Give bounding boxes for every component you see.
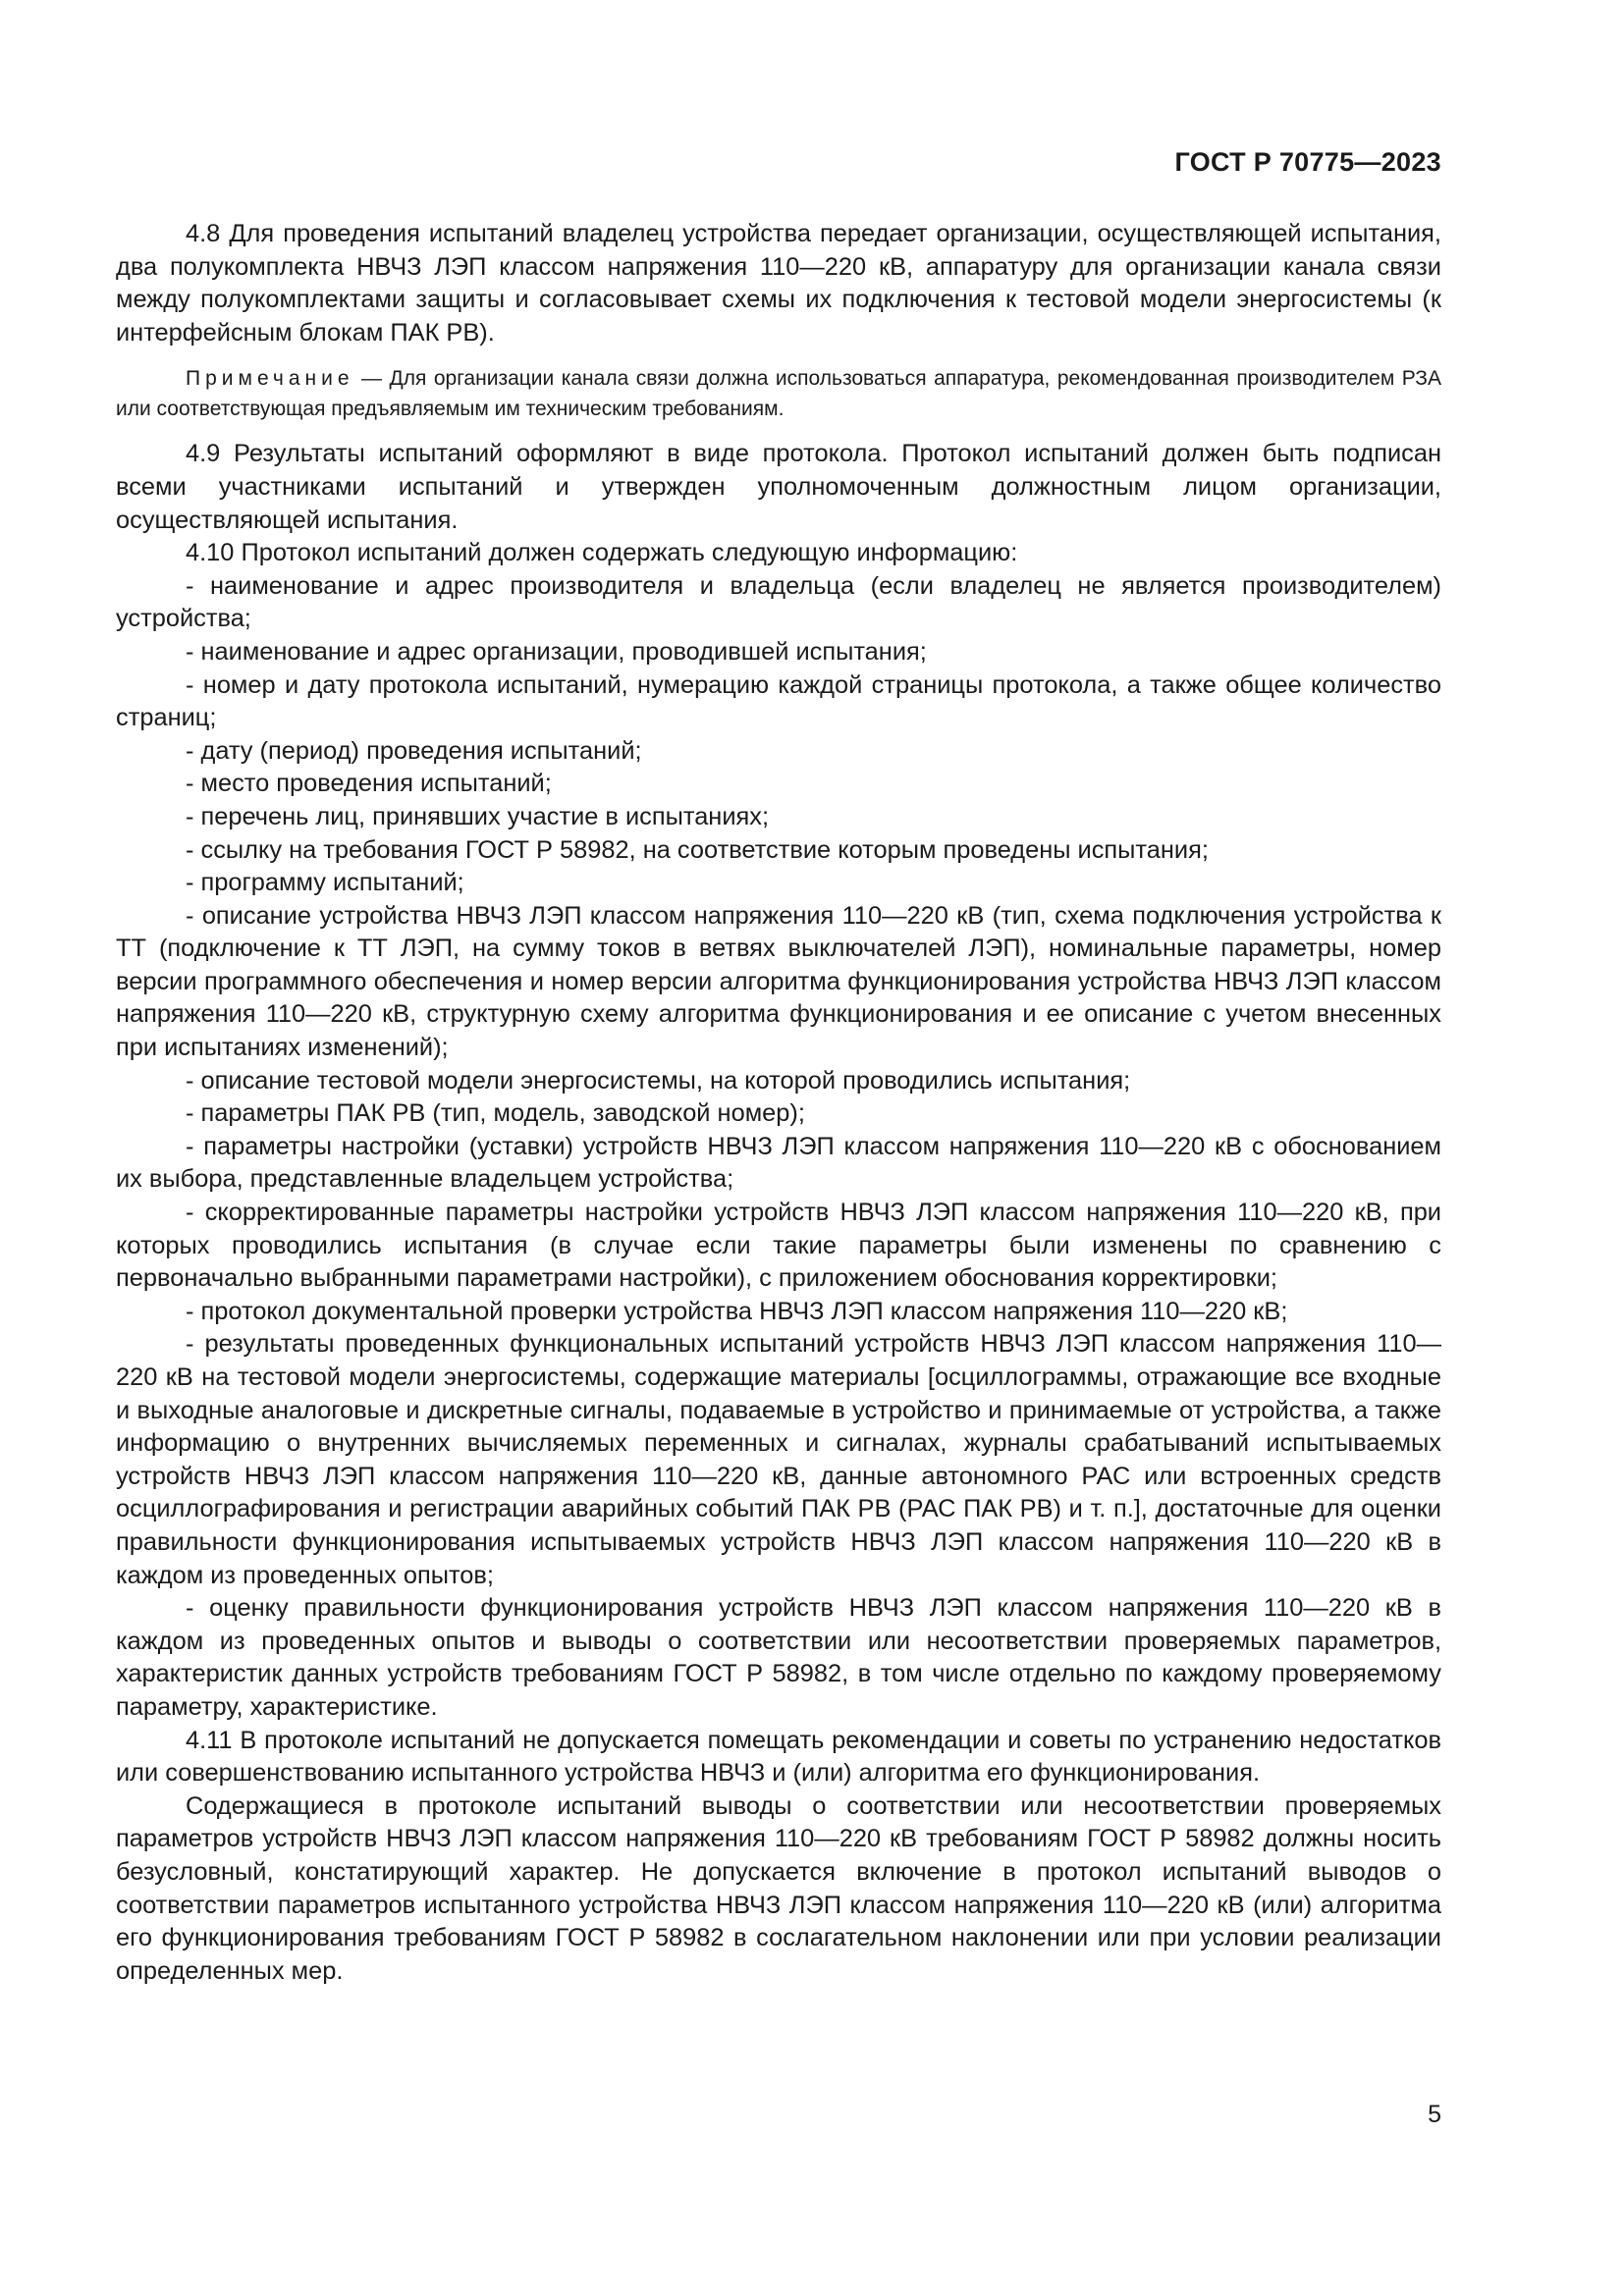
list-item: - номер и дату протокола испытаний, нумерацию каждой страницы протокола, а также общее количество страниц; xyxy=(116,670,1441,732)
document-header-id: ГОСТ Р 70775—2023 xyxy=(1174,147,1441,177)
list-item: - наименование и адрес производителя и владельца (если владелец не является производителем) устройства; xyxy=(116,571,1441,633)
list-item: - наименование и адрес организации, проводившей испытания; xyxy=(186,637,927,666)
list-item: - перечень лиц, принявших участие в испытаниях; xyxy=(186,802,770,830)
list-item: - параметры настройки (уставки) устройств НВЧЗ ЛЭП классом напряжения 110—220 кВ с обоснованием их выбора, представленные владельцем устройства; xyxy=(116,1132,1441,1194)
list-item: - место проведения испытаний; xyxy=(186,770,552,798)
list-item: - описание тестовой модели энергосистемы, на которой проводились испытания; xyxy=(186,1066,1131,1095)
paragraph-4-8: 4.8 Для проведения испытаний владелец устройства передает организации, осуществляющей испытания, два полукомплекта НВЧЗ ЛЭП классом напряжения 110—220 кВ, аппаратуру для организации канала связи между полукомплектами защиты и согласовывает схемы их подключения к тестовой модели энергосистемы (к интерфейсным блокам ПАК РВ). xyxy=(116,220,1441,347)
list-item: - скорректированные параметры настройки устройств НВЧЗ ЛЭП классом напряжения 110—220 кВ, при которых проводились испытания (в случае если такие параметры были изменены по сравнению с первоначально выбранными параметрами настройки), с приложением обоснования корректировки; xyxy=(116,1199,1441,1293)
paragraph-4-9: 4.9 Результаты испытаний оформляют в виде протокола. Протокол испытаний должен быть подписан всеми участниками испытаний и утвержден уполномоченным должностным лицом организации, осуществляющей испытания. xyxy=(116,440,1441,534)
note-label: Примечание xyxy=(186,367,354,391)
paragraph-conclusion: Содержащиеся в протоколе испытаний выводы о соответствии или несоответствии проверяемых параметров устройств НВЧЗ ЛЭП классом напряжения 110—220 кВ требованиям ГОСТ Р 58982 должны носить безусловный, констатирующий характер. Не допускается включение в протокол испытаний выводов о соответствии параметров испытанного устройства НВЧЗ ЛЭП классом напряжения 110—220 кВ (или) алгоритма его функционирования требованиям ГОСТ Р 58982 в сослагательном наклонении или при условии реализации определенных мер. xyxy=(116,1791,1441,1985)
list-item: - параметры ПАК РВ (тип, модель, заводской номер); xyxy=(186,1099,805,1128)
list-item: - описание устройства НВЧЗ ЛЭП классом напряжения 110—220 кВ (тип, схема подключения устройства к ТТ (подключение к ТТ ЛЭП, на сумму токов в ветвях выключателей ЛЭП), номинальные параметры, номер версии программного обеспечения и номер версии алгоритма функционирования устройства НВЧЗ ЛЭП классом напряжения 110—220 кВ, структурную схему алгоритма функционирования и ее описание с учетом внесенных при испытаниях изменений); xyxy=(116,901,1441,1062)
list-item: - оценку правильности функционирования устройств НВЧЗ ЛЭП классом напряжения 110—220 кВ в каждом из проведенных опытов и выводы о соответствии или несоответствии проверяемых параметров, характеристик данных устройств требованиям ГОСТ Р 58982, в том числе отдельно по каждому проверяемому параметру, характеристике. xyxy=(116,1594,1441,1721)
list-item: - протокол документальной проверки устройства НВЧЗ ЛЭП классом напряжения 110—220 кВ; xyxy=(186,1297,1288,1325)
note-text: — Для организации канала связи должна использоваться аппаратура, рекомендованная производителем РЗА или соответствующая предъявляемым им техническим требованиям. xyxy=(116,367,1441,421)
paragraph-4-10: 4.10 Протокол испытаний должен содержать следующую информацию: xyxy=(186,539,1018,567)
list-item: - результаты проведенных функциональных испытаний устройств НВЧЗ ЛЭП классом напряжения 110—220 кВ на тестовой модели энергосистемы, содержащие материалы [осциллограммы, отражающие все входные и выходные аналоговые и дискретные сигналы, подаваемые в устройство и принимаемые от устройства, а также информацию о внутренних вычисляемых переменных и сигналах, журналы срабатываний испытываемых устройств НВЧЗ ЛЭП классом напряжения 110—220 кВ, данные автономного РАС или встроенных средств осциллографирования и регистрации аварийных событий ПАК РВ (РАС ПАК РВ) и т. п.], достаточные для оценки правильности функционирования испытываемых устройств НВЧЗ ЛЭП классом напряжения 110—220 кВ в каждом из проведенных опытов; xyxy=(116,1330,1441,1589)
paragraph-4-11: 4.11 В протоколе испытаний не допускается помещать рекомендации и советы по устранению недостатков или совершенствованию испытанного устройства НВЧЗ и (или) алгоритма его функционирования. xyxy=(116,1726,1441,1788)
list-item: - программу испытаний; xyxy=(186,869,464,897)
list-item: - дату (период) проведения испытаний; xyxy=(186,736,642,765)
document-page xyxy=(116,0,1441,2296)
list-item: - ссылку на требования ГОСТ Р 58982, на соответствие которым проведены испытания; xyxy=(186,835,1209,864)
document-body xyxy=(116,218,1441,1988)
page-number: 5 xyxy=(1428,2101,1441,2128)
note-paragraph xyxy=(116,363,1441,424)
